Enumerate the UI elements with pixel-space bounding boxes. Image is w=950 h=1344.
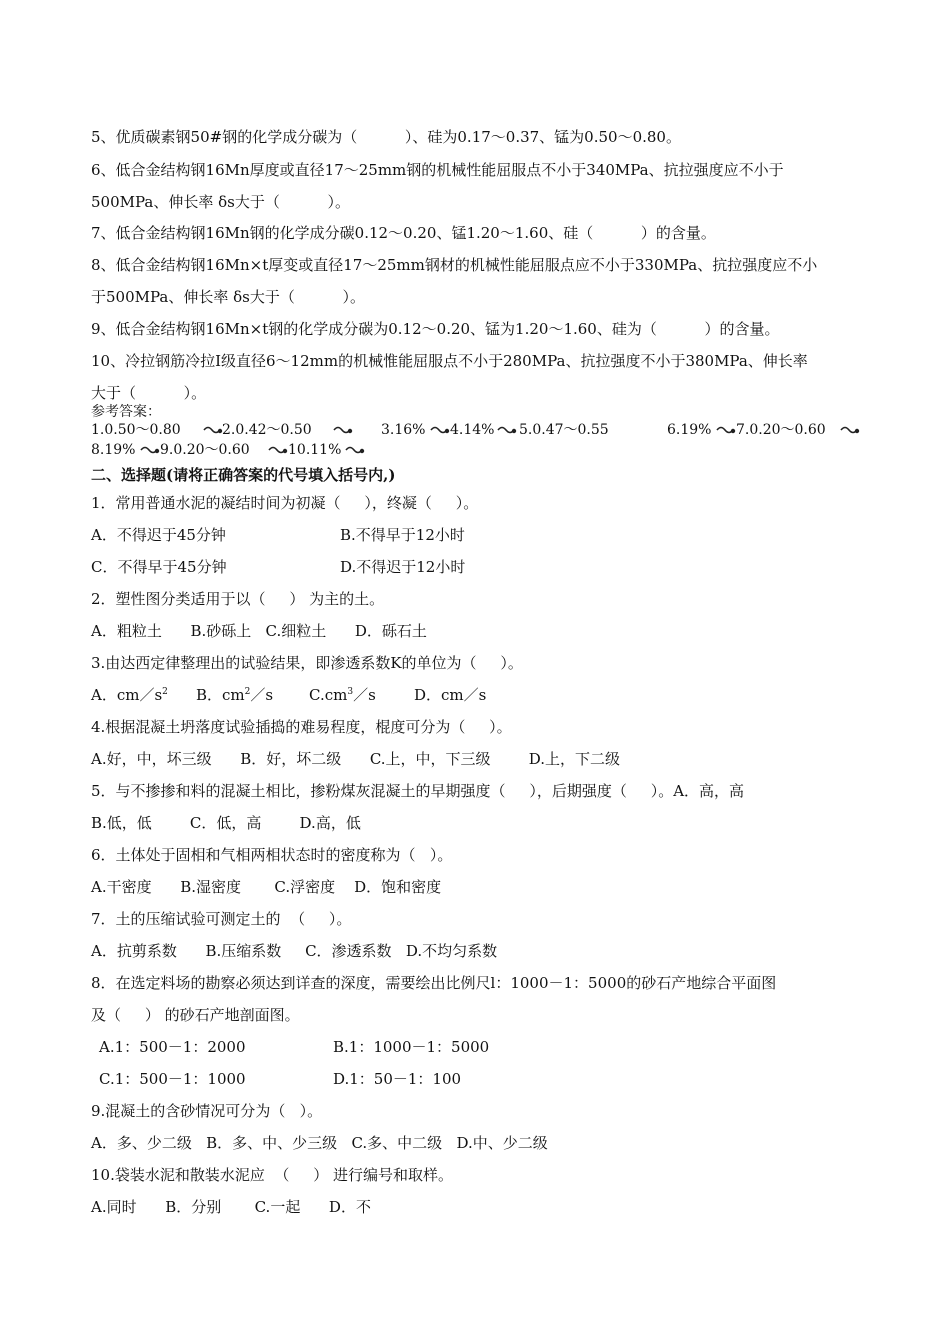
- question-8-option-c: C.1：500－1：1000: [99, 1070, 246, 1088]
- fill-blank-q10-line1: 10、冷拉钢筋冷拉Ⅰ级直径6～12mm的机械惟能屈服点不小于280MPa、抗拉强度不小于380MPa、伸长率: [91, 352, 808, 370]
- question-8-stem-line2: 及（ ） 的砂石产地剖面图。: [91, 1006, 300, 1024]
- link-symbol-icon: [497, 425, 517, 435]
- question-8-option-a: A.1：500－1：2000: [99, 1038, 246, 1056]
- link-symbol-icon: [430, 425, 450, 435]
- question-1-option-c: C．不得早于45分钟: [91, 558, 227, 576]
- answer-7: 7.0.20～0.60: [736, 422, 826, 438]
- fill-blank-q6-line1: 6、低合金结构钢16Mn厚度或直径17～25mm钢的机械性能屈服点不小于340MPa、抗拉强度应不小于: [91, 161, 784, 179]
- answer-2: 2.0.42～0.50: [222, 422, 312, 438]
- question-2-options: A．粗粒土 B.砂砾上 C.细粒土 D．砾石土: [91, 622, 427, 640]
- question-6-stem: 6．土体处于固相和气相两相状态时的密度称为（ ）。: [91, 846, 453, 864]
- question-1-option-d: D.不得迟于12小时: [340, 558, 466, 576]
- fill-blank-q8-line2: 于500MPa、伸长率 δs大于（ ）。: [91, 288, 366, 306]
- link-symbol-icon: [345, 445, 365, 455]
- question-3-option-a: A．$cm/s^2$: [91, 686, 168, 704]
- link-symbol-icon: [203, 425, 223, 435]
- question-9-options: A．多、少二级 B．多、中、少三级 C.多、中二级 D.中、少二级: [91, 1134, 548, 1152]
- answers-label: 参考答案：: [91, 404, 161, 420]
- question-1-stem: 1．常用普通水泥的凝结时间为初凝（ ），终凝（ ）。: [91, 494, 479, 512]
- answer-10: 10.11%: [288, 442, 342, 458]
- answer-5: 5.0.47～0.55: [519, 422, 609, 438]
- question-3-option-d: D．cm／s: [414, 686, 487, 704]
- question-1-option-b: B.不得早于12小时: [340, 526, 465, 544]
- fill-blank-q5: 5、优质碳素钢50#钢的化学成分碳为（ ）、硅为0.17～0.37、锰为0.50～0.80。: [91, 128, 681, 146]
- question-10-stem: 10.袋装水泥和散装水泥应 （ ） 进行编号和取样。: [91, 1166, 454, 1184]
- link-symbol-icon: [333, 425, 353, 435]
- question-8-stem-line1: 8．在选定料场的勘察必须达到详查的深度，需要绘出比例尺l：1000－1：5000的砂石产地综合平面图: [91, 974, 777, 992]
- question-4-options: A.好，中，坏三级 B．好，坏二级 C.上，中，下三级 D.上，下二级: [91, 750, 620, 768]
- link-symbol-icon: [140, 445, 160, 455]
- question-5-stem: 5．与不掺掺和料的混凝土相比，掺粉煤灰混凝土的早期强度（ ），后期强度（ ）。A．高，高: [91, 782, 745, 800]
- question-5-options: B.低，低 C．低，高 D.高，低: [91, 814, 361, 832]
- fill-blank-q7: 7、低合金结构钢16Mn钢的化学成分碳0.12～0.20、锰1.20～1.60、硅（ ）的含量。: [91, 224, 716, 242]
- question-4-stem: 4.根据混凝土坍落度试验插捣的难易程度，棍度可分为（ ）。: [91, 718, 512, 736]
- answer-6: 6.19%: [667, 422, 712, 438]
- question-3-option-b: B．$cm^2/s$: [196, 686, 274, 704]
- question-8-option-b: B.1：1000－1：5000: [333, 1038, 490, 1056]
- answer-3: 3.16%: [381, 422, 426, 438]
- question-8-option-d: D.1：50－1：100: [333, 1070, 462, 1088]
- question-1-option-a: A．不得迟于45分钟: [91, 526, 226, 544]
- question-9-stem: 9.混凝土的含砂情况可分为（ ）。: [91, 1102, 323, 1120]
- fill-blank-q9: 9、低合金结构钢16Mn×t钢的化学成分碳为0.12～0.20、锰为1.20～1.60、硅为（ ）的含量。: [91, 320, 780, 338]
- fill-blank-q10-line2: 大于（ ）。: [91, 384, 207, 402]
- question-3-stem: 3.由达西定律整理出的试验结果，即渗透系数K的单位为（ ）。: [91, 654, 523, 672]
- fill-blank-q6-line2: 500MPa、伸长率 δs大于（ ）。: [91, 193, 351, 211]
- answer-4: 4.14%: [450, 422, 495, 438]
- answer-9: 9.0.20～0.60: [160, 442, 250, 458]
- answer-8: 8.19%: [91, 442, 136, 458]
- question-10-options: A.同时 B．分别 C.一起 D．不: [91, 1198, 371, 1216]
- section-heading: 二、选择题(请将正确答案的代号填入括号内,): [91, 466, 396, 484]
- question-7-stem: 7．土的压缩试验可测定土的 （ ）。: [91, 910, 352, 928]
- link-symbol-icon: [840, 425, 860, 435]
- link-symbol-icon: [716, 425, 736, 435]
- question-3-option-c: $C.cm^3/s$: [309, 686, 376, 704]
- fill-blank-q8-line1: 8、低合金结构钢16Mn×t厚变或直径17～25mm钢材的机械性能屈服点应不小于330MPa、抗拉强度应不小: [91, 256, 818, 274]
- question-7-options: A．抗剪系数 B.压缩系数 C．渗透系数 D.不均匀系数: [91, 942, 498, 960]
- question-2-stem: 2．塑性图分类适用于以（ ） 为主的土。: [91, 590, 385, 608]
- link-symbol-icon: [268, 445, 288, 455]
- answer-1: 1.0.50～0.80: [91, 422, 181, 438]
- question-6-options: A.干密度 B.湿密度 C.浮密度 D．饱和密度: [91, 878, 442, 896]
